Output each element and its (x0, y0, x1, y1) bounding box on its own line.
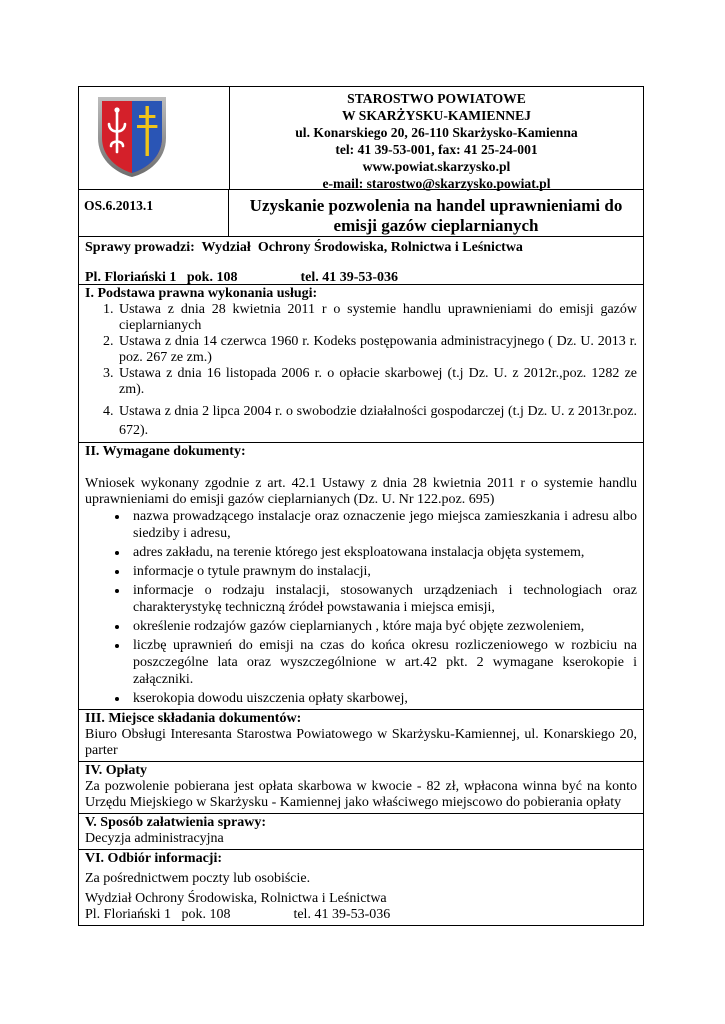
list-item: 1. Ustawa z dnia 28 kwietnia 2011 r o systemie handlu uprawnieniami do emisji gazów cieplarnianych (117, 302, 637, 334)
section-handling (79, 814, 643, 850)
fees-text: Za pozwolenie pobierana jest opłata skarbowa w kwocie - 82 zł, wpłacona winna być na konto Urzędu Miejskiego w Skarżysku - Kamiennej jako właściwego miejscowo do pobierania opłaty (85, 779, 637, 810)
office-address (230, 87, 643, 189)
logo-cell (79, 87, 230, 189)
department-line: Sprawy prowadzi: Wydział Ochrony Środowiska, Rolnictwa i Leśnictwa (85, 240, 523, 255)
required-documents-list (85, 508, 637, 707)
list-item: • informacje o tytule prawnym do instalacji, (129, 563, 637, 580)
list-item: • kserokopia dowodu uiszczenia opłaty skarbowej, (129, 690, 637, 707)
room-phone-line: Pl. Floriański 1 pok. 108 tel. 41 39-53-036 (85, 270, 399, 285)
list-item: 3. Ustawa z dnia 16 listopada 2006 r. o opłacie skarbowej (t.j Dz. U. z 2012r.,poz. 1282 ze zm). (117, 366, 637, 398)
section-heading: IV. Opłaty (85, 763, 147, 778)
section-required-documents (79, 443, 643, 710)
section-heading: III. Miejsce składania dokumentów: (85, 711, 302, 726)
information-line: Za pośrednictwem poczty lub osobiście. (85, 871, 311, 886)
office-name: STAROSTWO POWIATOWE (347, 91, 526, 106)
list-item: 2. Ustawa z dnia 14 czerwca 1960 r. Kodeks postępowania administracyjnego ( Dz. U. 2013 r. poz. 267 ze zm.) (117, 334, 637, 366)
information-line: Pl. Floriański 1 pok. 108 tel. 41 39-53-036 (85, 907, 391, 922)
section-legal-basis (79, 285, 643, 443)
service-card (78, 86, 644, 926)
section-submission-place (79, 710, 643, 762)
section-heading: II. Wymagane dokumenty: (85, 444, 246, 459)
coat-of-arms-logo (96, 94, 168, 178)
header-row (79, 87, 643, 190)
section-fees (79, 762, 643, 814)
office-street: ul. Konarskiego 20, 26-110 Skarżysko-Kamienna (295, 125, 578, 140)
submission-place-text: Biuro Obsługi Interesanta Starostwa Powiatowego w Skarżysku-Kamiennej, ul. Konarskiego 20, parter (85, 727, 637, 758)
list-item: 4. Ustawa z dnia 2 lipca 2004 r. o swobodzie działalności gospodarczej (t.j Dz. U. z 2013r.poz. 672). (117, 402, 637, 440)
card-title: Uzyskanie pozwolenia na handel uprawnieniami do emisji gazów cieplarnianych (249, 196, 623, 235)
office-website-link[interactable]: www.powiat.skarzysko.pl (362, 159, 511, 174)
section-heading: I. Podstawa prawna wykonania usługi: (85, 286, 318, 301)
list-item: • informacje o rodzaju instalacji, stosowanych urządzeniach i technologiach oraz charakterystykę techniczną źródeł powstawania i miejsca emisji, (129, 582, 637, 616)
list-item: • określenie rodzajów gazów cieplarnianych , które maja być objęte zezwoleniem, (129, 618, 637, 635)
card-code: OS.6.2013.1 (79, 190, 229, 236)
section-heading: V. Sposób załatwienia sprawy: (85, 815, 266, 830)
application-intro: Wniosek wykonany zgodnie z art. 42.1 Ustawy z dnia 28 kwietnia 2011 r o systemie handlu uprawnieniami do emisji gazów cieplarnianych (Dz. U. Nr 122.poz. 695) (85, 476, 637, 507)
list-item: • liczbę uprawnień do emisji na czas do końca okresu rozliczeniowego w rozbiciu na poszczególne lata oraz wyszczególnione w art.42 pkt. 2 wymagane kserokopie i załączniki. (129, 637, 637, 688)
title-row (79, 190, 643, 237)
office-city: W SKARŻYSKU-KAMIENNEJ (342, 108, 531, 123)
list-item: • adres zakładu, na terenie którego jest eksploatowana instalacja objęta systemem, (129, 544, 637, 561)
section-heading: VI. Odbiór informacji: (85, 851, 223, 866)
contact-row (79, 237, 643, 285)
office-phone: tel: 41 39-53-001, fax: 41 25-24-001 (335, 142, 538, 157)
section-information (79, 850, 643, 926)
legal-basis-list (85, 302, 637, 440)
information-line: Wydział Ochrony Środowiska, Rolnictwa i Leśnictwa (85, 891, 387, 906)
list-item: • nazwa prowadzącego instalacje oraz oznaczenie jego miejsca zamieszkania i adresu albo siedziby i adresu, (129, 508, 637, 542)
handling-text: Decyzja administracyjna (85, 831, 224, 846)
office-email-link[interactable]: e-mail: starostwo@skarzysko.powiat.pl (322, 176, 551, 191)
